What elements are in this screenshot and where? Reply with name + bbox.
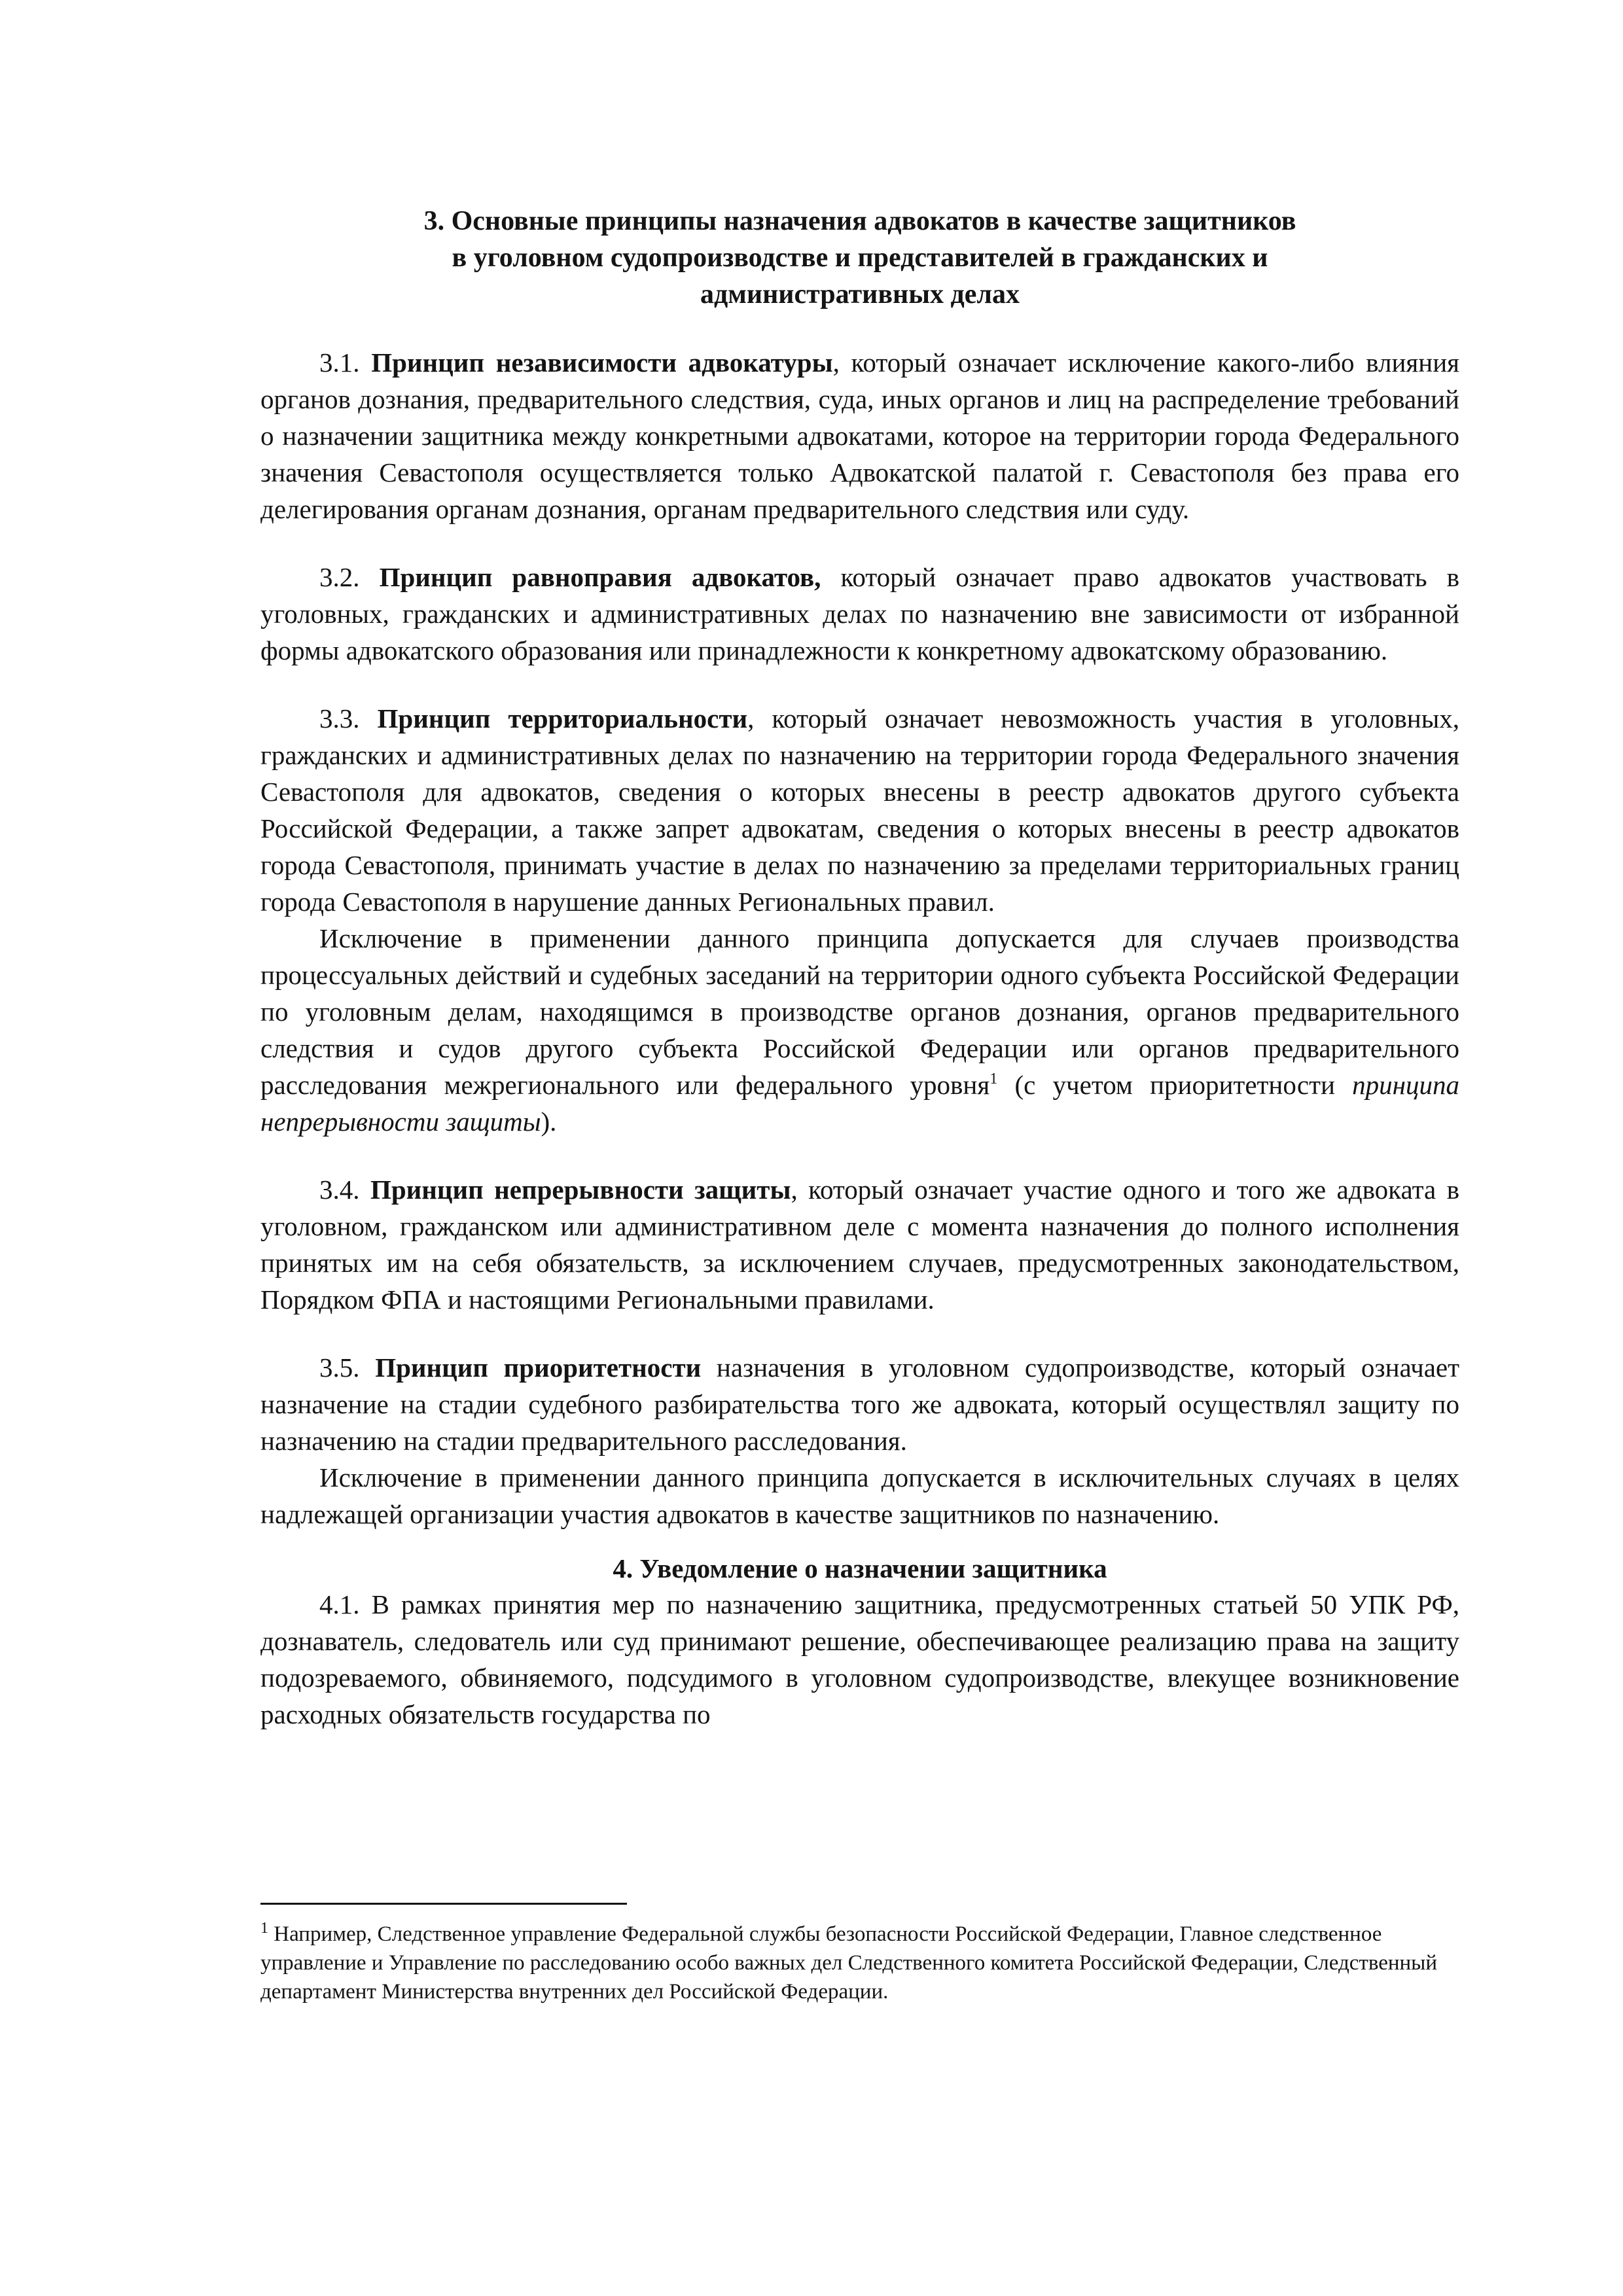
spacer — [260, 1318, 1459, 1349]
section-3-title — [260, 203, 1459, 313]
paragraph-text: , который означает участие одного и того же адвоката в уголовном, гражданском или административном деле с момента назначения до полного исполнения принятых им на себя обязательств, за исключением случаев, предусмотренных законодательством, Порядком ФПА и настоящими Региональными правилами. — [260, 1174, 1459, 1315]
principle-name: Принцип приоритетности — [375, 1352, 702, 1383]
document-page — [260, 203, 1459, 1733]
paragraph-number: 3.5. — [319, 1352, 376, 1383]
italic-phrase: принципа непрерывности защиты — [260, 1070, 1460, 1137]
paragraph-3-3 — [260, 700, 1459, 920]
footnote — [260, 1920, 1459, 2006]
section-3-title-line-1: 3. Основные принципы назначения адвокатов в качестве защитников — [423, 206, 1296, 236]
footnote-number: 1 — [260, 1920, 268, 1937]
footnote-reference: 1 — [990, 1070, 998, 1087]
spacer — [260, 1532, 1459, 1551]
spacer — [260, 527, 1459, 559]
paragraph-text-after: (с учетом приоритетности — [997, 1070, 1353, 1100]
principle-name: Принцип равноправия адвокатов, — [379, 562, 821, 592]
paragraph-3-5 — [260, 1349, 1459, 1459]
paragraph-3-1 — [260, 344, 1459, 527]
principle-name: Принцип территориальности — [377, 703, 748, 733]
paragraph-text-end: ). — [541, 1106, 557, 1137]
paragraph-3-5-exception: Исключение в применении данного принципа допускается в исключительных случаях в целях надлежащей организации участия адвокатов в качестве защитников по назначению. — [260, 1462, 1459, 1529]
paragraph-number: 3.4. — [319, 1174, 370, 1205]
paragraph-4-1: 4.1. В рамках принятия мер по назначению защитника, предусмотренных статьей 50 УПК РФ, дознаватель, следователь или суд принимают решение, обеспечивающее реализацию права на защиту подозреваемого, обвиняемого, подсудимого в уголовном судопроизводстве, влекущее возникновение расходных обязательств государства по — [260, 1589, 1459, 1729]
paragraph-3-2 — [260, 559, 1459, 669]
section-3-title-line-3: административных делах — [700, 279, 1020, 309]
spacer — [260, 669, 1459, 700]
paragraph-number: 3.2. — [319, 562, 380, 592]
paragraph-text: который означает право адвокатов участвовать в уголовных, гражданских и административных делах по назначению вне зависимости от избранной формы адвокатского образования или принадлежности к конкретному адвокатскому образованию. — [260, 562, 1460, 665]
paragraph-text: , который означает невозможность участия в уголовных, гражданских и административных делах по назначению на территории города Федерального значения Севастополя для адвокатов, сведения о которых внесены в реестр адвокатов другого субъекта Российской Федерации, а также запрет адвокатам, сведения о которых внесены в реестр адвокатов города Севастополя, принимать участие в делах по назначению за пределами территориальных границ города Севастополя в нарушение данных Региональных правил. — [260, 703, 1459, 917]
paragraph-text: , который означает исключение какого-либо влияния органов дознания, предварительного следствия, суда, иных органов и лиц на распределение требований о назначении защитника между конкретными адвокатами, которое на территории города Федерального значения Севастополя осуществляется только Адвокатской палатой г. Севастополя без права его делегирования органам дознания, органам предварительного следствия или суду. — [260, 347, 1460, 524]
footnote-text: Например, Следственное управление Федеральной службы безопасности Российской Федерации, Главное следственное управление и Управление по расследованию особо важных дел Следственного комитета Российской Федерации, Следственный департамент Министерства внутренних дел Российской Федерации. — [260, 1922, 1438, 2004]
paragraph-text: назначения в уголовном судопроизводстве, который означает назначение на стадии судебного разбирательства того же адвоката, который осуществлял защиту по назначению на стадии предварительного расследования. — [260, 1352, 1460, 1456]
section-4-title: 4. Уведомление о назначении защитника — [613, 1553, 1107, 1583]
section-3-title-line-2: в уголовном судопроизводстве и представителей в гражданских и — [452, 243, 1268, 273]
principle-name: Принцип независимости адвокатуры — [371, 347, 833, 378]
principle-name: Принцип непрерывности защиты — [370, 1174, 791, 1205]
paragraph-number: 3.1. — [319, 347, 372, 378]
paragraph-3-4 — [260, 1171, 1459, 1318]
paragraph-number: 3.3. — [319, 703, 378, 733]
spacer — [260, 313, 1459, 344]
paragraph-3-3-exception — [260, 920, 1459, 1140]
paragraph-text: Исключение в применении данного принципа допускается для случаев производства процессуальных действий и судебных заседаний на территории одного субъекта Российской Федерации по уголовным делам, находящимся в производстве органов дознания, органов предварительного следствия и судов другого субъекта Российской Федерации или органов предварительного расследования межрегионального или федерального уровня — [260, 923, 1459, 1100]
footnote-separator — [260, 1903, 627, 1905]
spacer — [260, 1140, 1459, 1171]
